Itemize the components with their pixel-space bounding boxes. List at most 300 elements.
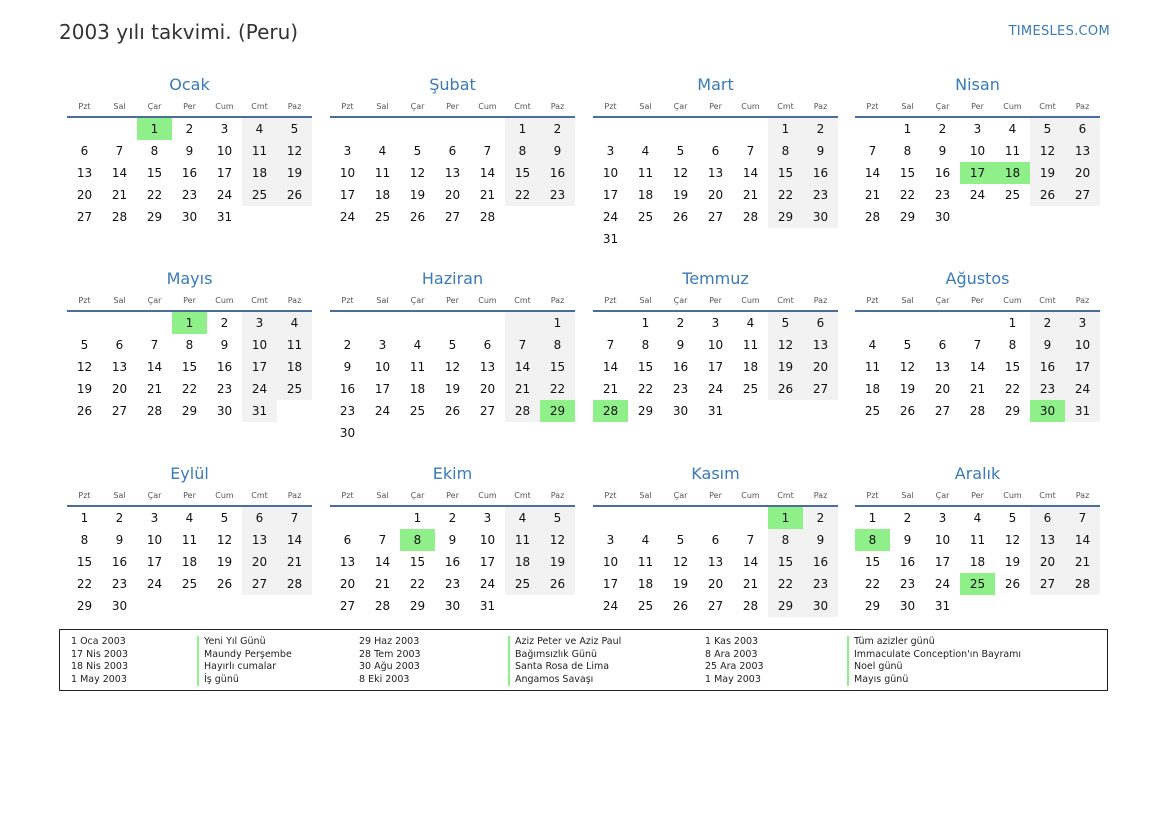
day-cell: 26 [672, 210, 689, 224]
empty-cell [400, 118, 435, 140]
legend-holiday-name: Mayıs günü [854, 673, 909, 685]
day-cell: 11 [374, 166, 391, 180]
day-cell: 14 [505, 356, 540, 378]
empty-cell [365, 118, 400, 140]
day-cell: 26 [540, 573, 575, 595]
legend-date: 8 Eki 2003 [359, 673, 410, 685]
day-cell: 13 [803, 334, 838, 356]
day-cell: 2 [343, 338, 352, 352]
weekday-label: Cum [215, 102, 234, 111]
weekday-label: Pzt [78, 491, 91, 500]
weekday-header [593, 292, 838, 312]
day-cell: 27 [111, 404, 128, 418]
day-cell: 17 [146, 555, 163, 569]
day-cell: 5 [540, 507, 575, 529]
weekday-label: Cum [215, 491, 234, 500]
day-cell: 15 [181, 360, 198, 374]
day-cell: 20 [479, 382, 496, 396]
day-cell: 27 [934, 404, 951, 418]
day-cell: 4 [413, 338, 422, 352]
day-cell: 16 [803, 162, 838, 184]
day-cell: 25 [742, 382, 759, 396]
day-cell: 20 [76, 188, 93, 202]
day-cell: 12 [768, 334, 803, 356]
weekday-label: Cum [741, 296, 760, 305]
holiday-cell: 29 [540, 400, 575, 422]
month-name: Kasım [691, 464, 740, 483]
weekday-label: Pzt [866, 491, 879, 500]
empty-cell [855, 118, 890, 140]
day-cell: 26 [1004, 577, 1021, 591]
day-cell: 9 [938, 144, 947, 158]
day-cell: 9 [343, 360, 352, 374]
weekday-label: Per [971, 296, 984, 305]
day-cell: 9 [676, 338, 685, 352]
weekday-label: Cmt [1039, 491, 1056, 500]
empty-cell [67, 118, 102, 140]
legend-dates [71, 636, 128, 686]
day-cell: 21 [969, 382, 986, 396]
day-cell: 1 [641, 316, 650, 330]
day-cell: 9 [220, 338, 229, 352]
month-name: Haziran [421, 269, 484, 288]
day-cell: 22 [899, 188, 916, 202]
day-cell: 19 [277, 162, 312, 184]
day-cell: 25 [374, 210, 391, 224]
empty-cell [663, 118, 698, 140]
weekday-header [67, 292, 312, 312]
day-cell: 6 [711, 533, 720, 547]
day-cell: 22 [1004, 382, 1021, 396]
day-cell: 6 [1030, 507, 1065, 529]
day-cell: 21 [277, 551, 312, 573]
day-cell: 19 [1004, 555, 1021, 569]
holiday-cell: 8 [400, 529, 435, 551]
day-cell: 4 [505, 507, 540, 529]
day-cell: 24 [707, 382, 724, 396]
day-cell: 4 [868, 338, 877, 352]
day-cell: 7 [378, 533, 387, 547]
day-cell: 8 [80, 533, 89, 547]
day-cell: 12 [672, 555, 689, 569]
day-cell: 12 [409, 166, 426, 180]
empty-cell [960, 312, 995, 334]
day-cell: 12 [76, 360, 93, 374]
day-cell: 20 [803, 356, 838, 378]
day-cell: 21 [864, 188, 881, 202]
day-cell: 16 [899, 555, 916, 569]
day-cell: 11 [505, 529, 540, 551]
empty-cell [330, 312, 365, 334]
day-cell: 28 [742, 210, 759, 224]
day-cell: 18 [374, 188, 391, 202]
day-cell: 31 [934, 599, 951, 613]
empty-cell [435, 312, 470, 334]
day-cell: 28 [479, 210, 496, 224]
day-cell: 17 [602, 188, 619, 202]
day-cell: 6 [938, 338, 947, 352]
weekday-label: Sal [113, 102, 126, 111]
empty-cell [698, 118, 733, 140]
day-cell: 14 [1065, 529, 1100, 551]
month-mayıs [67, 266, 312, 422]
legend-holiday-name: Angamos Savaşı [515, 673, 594, 685]
day-cell: 19 [216, 555, 233, 569]
weekday-label: Paz [813, 296, 828, 305]
day-cell: 23 [216, 382, 233, 396]
weekday-label: Per [709, 296, 722, 305]
day-cell: 15 [76, 555, 93, 569]
day-cell: 18 [242, 162, 277, 184]
day-cell: 7 [277, 507, 312, 529]
day-cell: 2 [540, 118, 575, 140]
weekday-label: Sal [901, 296, 914, 305]
day-cell: 15 [505, 162, 540, 184]
day-cell: 13 [111, 360, 128, 374]
day-cell: 18 [409, 382, 426, 396]
day-cell: 14 [742, 555, 759, 569]
empty-cell [593, 507, 628, 529]
day-cell: 16 [540, 162, 575, 184]
day-cell: 23 [934, 188, 951, 202]
day-cell: 3 [606, 533, 615, 547]
day-cell: 18 [181, 555, 198, 569]
day-cell: 14 [864, 166, 881, 180]
weekday-label: Per [709, 491, 722, 500]
day-cell: 31 [1065, 400, 1100, 422]
day-cell: 4 [1008, 122, 1017, 136]
day-cell: 8 [903, 144, 912, 158]
day-cell: 27 [479, 404, 496, 418]
weekday-label: Cmt [777, 491, 794, 500]
empty-cell [890, 312, 925, 334]
day-cell: 19 [409, 188, 426, 202]
day-cell: 9 [448, 533, 457, 547]
day-cell: 17 [1065, 356, 1100, 378]
day-cell: 16 [934, 166, 951, 180]
day-cell: 22 [540, 378, 575, 400]
day-cell: 3 [220, 122, 229, 136]
legend-holiday-name: Tüm azizler günü [854, 636, 935, 647]
day-cell: 18 [637, 577, 654, 591]
day-cell: 29 [409, 599, 426, 613]
day-cell: 18 [742, 360, 759, 374]
day-cell: 23 [1030, 378, 1065, 400]
day-cell: 3 [343, 144, 352, 158]
day-cell: 2 [903, 511, 912, 525]
legend-dates [705, 636, 764, 686]
day-cell: 12 [1004, 533, 1021, 547]
day-cell: 23 [111, 577, 128, 591]
month-name: Temmuz [682, 269, 749, 288]
weekday-label: Paz [550, 491, 565, 500]
day-cell: 17 [602, 577, 619, 591]
weekday-label: Paz [1075, 491, 1090, 500]
weekday-label: Sal [901, 491, 914, 500]
empty-cell [925, 312, 960, 334]
day-cell: 21 [602, 382, 619, 396]
day-cell: 24 [216, 188, 233, 202]
day-cell: 22 [505, 184, 540, 206]
legend-date: 1 May 2003 [705, 673, 761, 685]
day-cell: 6 [242, 507, 277, 529]
day-cell: 30 [803, 206, 838, 228]
day-grid [593, 118, 838, 250]
day-cell: 23 [540, 184, 575, 206]
day-cell: 29 [76, 599, 93, 613]
day-cell: 16 [216, 360, 233, 374]
day-cell: 25 [409, 404, 426, 418]
day-cell: 5 [1030, 118, 1065, 140]
day-cell: 11 [242, 140, 277, 162]
empty-cell [733, 507, 768, 529]
day-cell: 1 [903, 122, 912, 136]
day-cell: 19 [768, 356, 803, 378]
day-cell: 12 [1030, 140, 1065, 162]
day-cell: 22 [146, 188, 163, 202]
month-kasım [593, 461, 838, 617]
day-cell: 23 [803, 573, 838, 595]
empty-cell [470, 312, 505, 334]
day-cell: 14 [742, 166, 759, 180]
day-cell: 4 [185, 511, 194, 525]
day-cell: 25 [637, 210, 654, 224]
empty-cell [137, 312, 172, 334]
day-cell: 10 [216, 144, 233, 158]
day-cell: 26 [899, 404, 916, 418]
empty-cell [435, 118, 470, 140]
day-cell: 20 [1030, 551, 1065, 573]
day-cell: 23 [899, 577, 916, 591]
day-cell: 14 [146, 360, 163, 374]
day-cell: 22 [768, 184, 803, 206]
weekday-header [330, 487, 575, 507]
empty-cell [102, 118, 137, 140]
month-temmuz [593, 266, 838, 422]
day-cell: 28 [969, 404, 986, 418]
day-cell: 28 [374, 599, 391, 613]
day-cell: 6 [448, 144, 457, 158]
day-cell: 18 [637, 188, 654, 202]
day-cell: 7 [1065, 507, 1100, 529]
day-cell: 1 [413, 511, 422, 525]
day-cell: 19 [672, 577, 689, 591]
day-cell: 3 [242, 312, 277, 334]
empty-cell [663, 507, 698, 529]
holiday-cell: 17 [960, 162, 995, 184]
empty-cell [330, 507, 365, 529]
empty-cell [593, 118, 628, 140]
weekday-header [855, 487, 1100, 507]
day-cell: 12 [277, 140, 312, 162]
day-cell: 27 [242, 573, 277, 595]
day-cell: 20 [707, 188, 724, 202]
site-link[interactable]: TIMESLES.COM [1008, 24, 1110, 39]
empty-cell [593, 312, 628, 334]
day-cell: 25 [1004, 188, 1021, 202]
day-cell: 13 [1030, 529, 1065, 551]
day-cell: 4 [378, 144, 387, 158]
day-cell: 22 [76, 577, 93, 591]
day-cell: 27 [803, 378, 838, 400]
day-cell: 9 [540, 140, 575, 162]
legend-date: 1 May 2003 [71, 673, 127, 685]
day-cell: 30 [216, 404, 233, 418]
empty-cell [400, 312, 435, 334]
day-cell: 29 [768, 206, 803, 228]
day-cell: 12 [540, 529, 575, 551]
day-cell: 16 [803, 551, 838, 573]
day-cell: 10 [146, 533, 163, 547]
weekday-label: Cum [215, 296, 234, 305]
day-cell: 10 [969, 144, 986, 158]
day-cell: 25 [277, 378, 312, 400]
day-cell: 24 [602, 599, 619, 613]
day-cell: 22 [768, 573, 803, 595]
empty-cell [698, 507, 733, 529]
weekday-label: Pzt [604, 491, 617, 500]
day-cell: 21 [146, 382, 163, 396]
day-cell: 1 [80, 511, 89, 525]
day-cell: 14 [602, 360, 619, 374]
day-cell: 11 [742, 338, 759, 352]
weekday-label: Çar [673, 491, 688, 500]
day-cell: 27 [1030, 573, 1065, 595]
weekday-label: Pzt [604, 296, 617, 305]
day-cell: 14 [374, 555, 391, 569]
day-cell: 16 [339, 382, 356, 396]
day-cell: 29 [864, 599, 881, 613]
day-cell: 17 [374, 382, 391, 396]
weekday-label: Paz [1075, 296, 1090, 305]
day-cell: 7 [868, 144, 877, 158]
empty-cell [330, 118, 365, 140]
weekday-label: Sal [639, 296, 652, 305]
day-cell: 2 [938, 122, 947, 136]
day-cell: 15 [768, 551, 803, 573]
day-cell: 1 [1008, 316, 1017, 330]
day-cell: 27 [444, 210, 461, 224]
day-cell: 22 [864, 577, 881, 591]
day-cell: 15 [637, 360, 654, 374]
day-grid [67, 118, 312, 228]
legend-holiday-name: İş günü [204, 673, 239, 685]
day-cell: 3 [606, 144, 615, 158]
day-cell: 23 [672, 382, 689, 396]
day-cell: 8 [150, 144, 159, 158]
weekday-label: Paz [287, 102, 302, 111]
day-grid [855, 118, 1100, 228]
weekday-label: Cmt [514, 102, 531, 111]
day-cell: 2 [803, 118, 838, 140]
weekday-label: Paz [813, 102, 828, 111]
day-cell: 30 [803, 595, 838, 617]
day-cell: 28 [742, 599, 759, 613]
holiday-cell: 25 [960, 573, 995, 595]
weekday-label: Per [183, 102, 196, 111]
day-cell: 29 [181, 404, 198, 418]
day-cell: 30 [444, 599, 461, 613]
day-cell: 18 [969, 555, 986, 569]
weekday-label: Sal [376, 491, 389, 500]
day-cell: 26 [277, 184, 312, 206]
day-cell: 30 [181, 210, 198, 224]
holiday-cell: 1 [768, 507, 803, 529]
day-cell: 20 [339, 577, 356, 591]
day-cell: 19 [899, 382, 916, 396]
day-grid [855, 312, 1100, 422]
day-cell: 16 [444, 555, 461, 569]
day-cell: 20 [1065, 162, 1100, 184]
day-cell: 29 [899, 210, 916, 224]
day-cell: 13 [444, 166, 461, 180]
weekday-header [593, 487, 838, 507]
holiday-cell: 1 [137, 118, 172, 140]
day-cell: 21 [479, 188, 496, 202]
day-cell: 21 [111, 188, 128, 202]
day-cell: 20 [242, 551, 277, 573]
day-cell: 8 [641, 338, 650, 352]
day-cell: 10 [707, 338, 724, 352]
day-cell: 22 [181, 382, 198, 396]
empty-cell [855, 312, 890, 334]
weekday-label: Per [183, 491, 196, 500]
day-cell: 30 [672, 404, 689, 418]
day-cell: 11 [409, 360, 426, 374]
day-cell: 10 [934, 533, 951, 547]
day-cell: 25 [637, 599, 654, 613]
legend-names [847, 636, 1021, 686]
weekday-header [855, 292, 1100, 312]
day-cell: 3 [150, 511, 159, 525]
weekday-header [330, 292, 575, 312]
day-cell: 6 [803, 312, 838, 334]
day-cell: 24 [934, 577, 951, 591]
weekday-label: Paz [1075, 102, 1090, 111]
day-cell: 9 [115, 533, 124, 547]
day-grid [330, 507, 575, 617]
day-cell: 17 [479, 555, 496, 569]
day-grid [67, 507, 312, 617]
empty-cell [628, 507, 663, 529]
weekday-header [67, 487, 312, 507]
day-cell: 5 [768, 312, 803, 334]
day-grid [330, 118, 575, 228]
day-cell: 30 [899, 599, 916, 613]
day-cell: 21 [505, 378, 540, 400]
holiday-legend [59, 629, 1108, 691]
day-grid [855, 507, 1100, 617]
day-cell: 25 [864, 404, 881, 418]
legend-holiday-name: Santa Rosa de Lima [515, 661, 610, 672]
weekday-label: Çar [935, 491, 950, 500]
day-cell: 11 [864, 360, 881, 374]
legend-date: 28 Tem 2003 [359, 648, 421, 660]
month-name: Ağustos [945, 269, 1010, 288]
day-cell: 28 [1065, 573, 1100, 595]
day-cell: 24 [1065, 378, 1100, 400]
day-cell: 24 [602, 210, 619, 224]
day-cell: 15 [1004, 360, 1021, 374]
day-cell: 7 [746, 144, 755, 158]
day-cell: 6 [343, 533, 352, 547]
day-cell: 2 [676, 316, 685, 330]
month-name: Nisan [955, 75, 1000, 94]
day-cell: 12 [672, 166, 689, 180]
day-cell: 21 [374, 577, 391, 591]
legend-holiday-name: Bağımsızlık Günü [515, 648, 598, 660]
weekday-label: Cmt [514, 491, 531, 500]
